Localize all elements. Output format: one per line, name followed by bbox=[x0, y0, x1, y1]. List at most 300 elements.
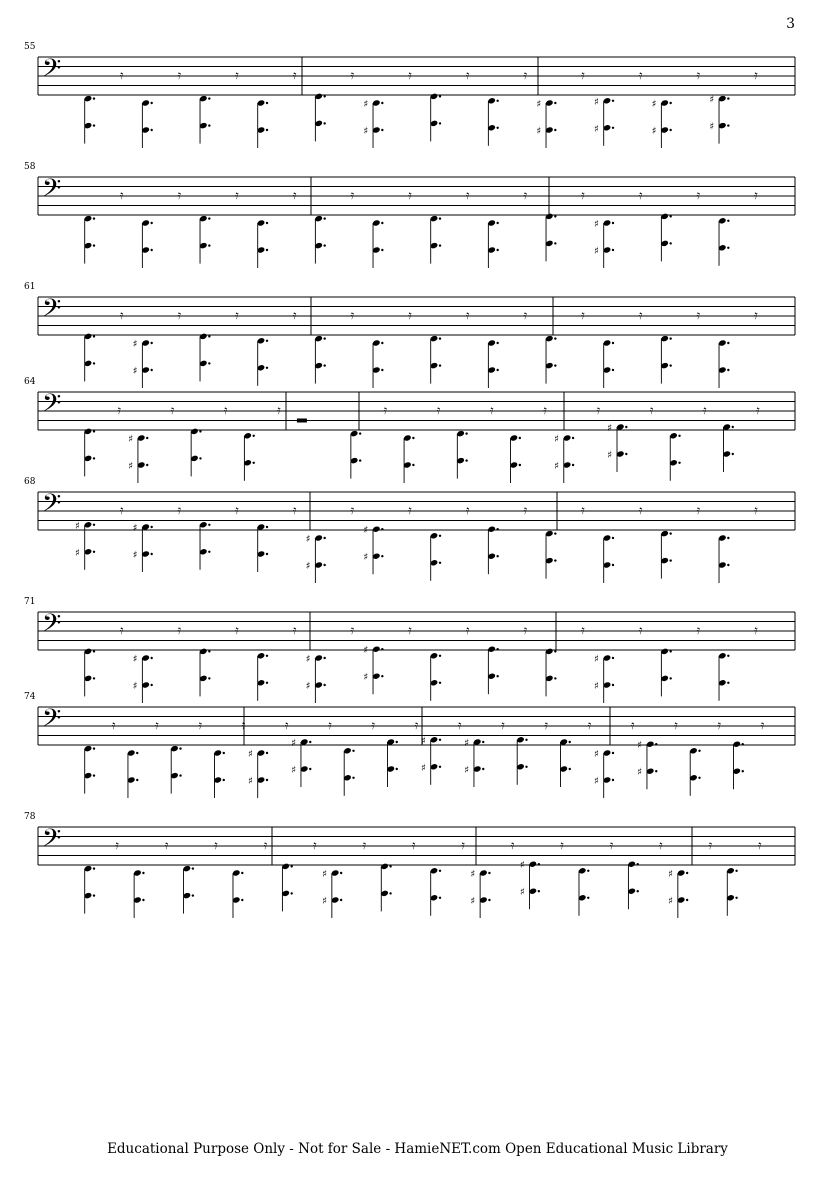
dot bbox=[208, 217, 210, 219]
measure-number: 58 bbox=[24, 162, 36, 172]
dot bbox=[612, 369, 614, 371]
whole-rest bbox=[297, 419, 307, 423]
rest-icon: 𝄿 bbox=[276, 403, 281, 417]
dot bbox=[439, 535, 441, 537]
dot bbox=[266, 553, 268, 555]
rest-icon: 𝄿 bbox=[292, 308, 297, 322]
rest-icon: 𝄿 bbox=[674, 718, 678, 732]
rest-icon: 𝄿 bbox=[292, 68, 297, 82]
rest-icon: 𝄿 bbox=[489, 403, 494, 417]
measure-number: 61 bbox=[24, 282, 36, 292]
dot bbox=[208, 524, 210, 526]
dot bbox=[554, 532, 556, 534]
bass-clef-icon: 𝄢 bbox=[42, 609, 62, 644]
rest-icon: 𝄿 bbox=[754, 68, 758, 82]
dot bbox=[208, 335, 210, 337]
dot bbox=[612, 249, 614, 251]
rest-icon: 𝄿 bbox=[350, 308, 355, 322]
dot bbox=[93, 362, 95, 364]
sharp-icon: ♯ bbox=[132, 681, 138, 692]
dot bbox=[678, 435, 680, 437]
dot bbox=[323, 217, 325, 219]
dot bbox=[93, 747, 95, 749]
dot bbox=[698, 750, 700, 752]
dot bbox=[727, 682, 729, 684]
sharp-icon: ♯ bbox=[75, 547, 80, 559]
sharp-icon: ♯ bbox=[248, 776, 253, 787]
sharp-icon: ♯ bbox=[464, 765, 470, 776]
rest-icon: 𝄿 bbox=[408, 623, 412, 637]
dot bbox=[669, 215, 671, 217]
sharp-icon: ♯ bbox=[75, 520, 80, 532]
rest-icon: 𝄿 bbox=[523, 308, 528, 322]
dot bbox=[150, 222, 152, 224]
measure-number: 74 bbox=[24, 692, 36, 702]
dot bbox=[735, 897, 737, 899]
dot bbox=[389, 865, 391, 867]
dot bbox=[266, 102, 268, 104]
dot bbox=[266, 752, 268, 754]
dot bbox=[208, 650, 210, 652]
sharp-icon: ♯ bbox=[363, 126, 369, 137]
dot bbox=[612, 779, 614, 781]
rest-icon: 𝄿 bbox=[119, 623, 124, 637]
dot bbox=[323, 364, 325, 366]
dot bbox=[266, 655, 268, 657]
dot bbox=[587, 870, 589, 872]
rest-icon: 𝄿 bbox=[581, 188, 585, 202]
rest-icon: 𝄿 bbox=[543, 403, 547, 417]
dot bbox=[389, 892, 391, 894]
rest-icon: 𝄿 bbox=[235, 623, 239, 637]
rest-icon: 𝄿 bbox=[436, 403, 441, 417]
dot bbox=[678, 462, 680, 464]
dot bbox=[381, 555, 383, 557]
dot bbox=[612, 564, 614, 566]
dot bbox=[669, 102, 671, 104]
dot bbox=[291, 892, 293, 894]
rest-icon: 𝄿 bbox=[170, 403, 175, 417]
rest-icon: 𝄿 bbox=[117, 403, 121, 417]
rest-icon: 𝄿 bbox=[312, 838, 317, 852]
rest-icon: 𝄿 bbox=[292, 623, 297, 637]
rest-icon: 𝄿 bbox=[119, 308, 124, 322]
dot bbox=[381, 342, 383, 344]
dot bbox=[381, 369, 383, 371]
dot bbox=[179, 747, 181, 749]
rest-icon: 𝄿 bbox=[581, 503, 585, 517]
dot bbox=[669, 559, 671, 561]
dot bbox=[612, 342, 614, 344]
dot bbox=[732, 453, 734, 455]
dot bbox=[396, 768, 398, 770]
rest-icon: 𝄿 bbox=[754, 308, 758, 322]
dot bbox=[439, 739, 441, 741]
rest-icon: 𝄿 bbox=[501, 718, 505, 732]
dot bbox=[93, 97, 95, 99]
dot bbox=[496, 528, 498, 530]
dot bbox=[727, 537, 729, 539]
dot bbox=[439, 217, 441, 219]
rest-icon: 𝄿 bbox=[696, 623, 701, 637]
dot bbox=[323, 122, 325, 124]
sharp-icon: ♯ bbox=[607, 450, 613, 461]
rest-icon: 𝄿 bbox=[523, 188, 528, 202]
dot bbox=[136, 752, 138, 754]
rest-icon: 𝄿 bbox=[408, 308, 412, 322]
dot bbox=[554, 650, 556, 652]
sharp-icon: ♯ bbox=[421, 735, 426, 747]
rest-icon: 𝄿 bbox=[523, 68, 528, 82]
dot bbox=[496, 100, 498, 102]
dot bbox=[309, 768, 311, 770]
dot bbox=[572, 437, 574, 439]
sharp-icon: ♯ bbox=[594, 219, 599, 230]
dot bbox=[655, 743, 657, 745]
dot bbox=[519, 437, 521, 439]
rest-icon: 𝄿 bbox=[658, 838, 663, 852]
rest-icon: 𝄿 bbox=[371, 718, 375, 732]
sharp-icon: ♯ bbox=[132, 339, 138, 350]
dot bbox=[323, 564, 325, 566]
rest-icon: 𝄿 bbox=[177, 68, 182, 82]
dot bbox=[727, 342, 729, 344]
dot bbox=[359, 459, 361, 461]
dot bbox=[323, 657, 325, 659]
bass-clef-icon: 𝄢 bbox=[42, 389, 62, 424]
dot bbox=[554, 364, 556, 366]
rest-icon: 𝄿 bbox=[649, 403, 654, 417]
dot bbox=[323, 537, 325, 539]
rest-icon: 𝄿 bbox=[115, 838, 119, 852]
rest-icon: 𝄿 bbox=[638, 308, 643, 322]
rest-icon: 𝄿 bbox=[164, 838, 169, 852]
dot bbox=[412, 464, 414, 466]
dot bbox=[669, 337, 671, 339]
sharp-icon: ♯ bbox=[594, 123, 599, 135]
rest-icon: 𝄿 bbox=[177, 623, 182, 637]
dot bbox=[359, 432, 361, 434]
rest-icon: 𝄿 bbox=[155, 718, 159, 732]
sharp-icon: ♯ bbox=[668, 869, 673, 880]
dot bbox=[572, 464, 574, 466]
dot bbox=[266, 222, 268, 224]
dot bbox=[554, 337, 556, 339]
dot bbox=[496, 127, 498, 129]
dot bbox=[735, 870, 737, 872]
sharp-icon: ♯ bbox=[132, 654, 138, 665]
rest-icon: 𝄿 bbox=[510, 838, 515, 852]
dot bbox=[554, 215, 556, 217]
dot bbox=[266, 682, 268, 684]
dot bbox=[698, 777, 700, 779]
dot bbox=[612, 537, 614, 539]
dot bbox=[266, 779, 268, 781]
rest-icon: 𝄿 bbox=[292, 503, 297, 517]
dot bbox=[612, 100, 614, 102]
rest-icon: 𝄿 bbox=[235, 308, 239, 322]
sharp-icon: ♯ bbox=[248, 749, 253, 760]
sharp-icon: ♯ bbox=[132, 366, 138, 377]
dot bbox=[554, 102, 556, 104]
sharp-icon: ♯ bbox=[305, 561, 311, 572]
dot bbox=[150, 553, 152, 555]
dot bbox=[439, 244, 441, 246]
dot bbox=[439, 897, 441, 899]
rest-icon: 𝄿 bbox=[702, 403, 707, 417]
rest-icon: 𝄿 bbox=[465, 308, 470, 322]
rest-icon: 𝄿 bbox=[350, 68, 355, 82]
rest-icon: 𝄿 bbox=[235, 188, 239, 202]
rest-icon: 𝄿 bbox=[350, 188, 355, 202]
dot bbox=[150, 526, 152, 528]
dot bbox=[625, 426, 627, 428]
dot bbox=[146, 437, 148, 439]
dot bbox=[223, 779, 225, 781]
rest-icon: 𝄿 bbox=[408, 188, 412, 202]
dot bbox=[208, 124, 210, 126]
dot bbox=[142, 872, 144, 874]
rest-icon: 𝄿 bbox=[362, 838, 367, 852]
rest-icon: 𝄿 bbox=[581, 623, 585, 637]
dot bbox=[669, 242, 671, 244]
sharp-icon: ♯ bbox=[594, 654, 599, 665]
dot bbox=[669, 532, 671, 534]
sharp-icon: ♯ bbox=[470, 896, 476, 907]
dot bbox=[381, 222, 383, 224]
sharp-icon: ♯ bbox=[651, 99, 657, 110]
dot bbox=[93, 217, 95, 219]
dot bbox=[340, 899, 342, 901]
dot bbox=[496, 369, 498, 371]
sharp-icon: ♯ bbox=[709, 94, 715, 106]
dot bbox=[396, 741, 398, 743]
dot bbox=[496, 249, 498, 251]
dot bbox=[266, 129, 268, 131]
sharp-icon: ♯ bbox=[709, 121, 715, 133]
rest-icon: 𝄿 bbox=[596, 403, 601, 417]
sharp-icon: ♯ bbox=[607, 423, 613, 434]
dot bbox=[612, 222, 614, 224]
dot bbox=[93, 894, 95, 896]
rest-icon: 𝄿 bbox=[696, 68, 701, 82]
dot bbox=[208, 362, 210, 364]
dot bbox=[496, 648, 498, 650]
rest-icon: 𝄿 bbox=[638, 623, 643, 637]
sharp-icon: ♯ bbox=[554, 461, 559, 472]
sharp-icon: ♯ bbox=[554, 434, 559, 445]
dot bbox=[496, 555, 498, 557]
rest-icon: 𝄿 bbox=[111, 718, 116, 732]
dot bbox=[439, 682, 441, 684]
dot bbox=[352, 750, 354, 752]
dot bbox=[686, 899, 688, 901]
rest-icon: 𝄿 bbox=[581, 308, 585, 322]
dot bbox=[612, 127, 614, 129]
rest-icon: 𝄿 bbox=[638, 503, 643, 517]
dot bbox=[142, 899, 144, 901]
dot bbox=[208, 677, 210, 679]
sharp-icon: ♯ bbox=[536, 99, 542, 110]
dot bbox=[727, 220, 729, 222]
rest-icon: 𝄿 bbox=[235, 68, 239, 82]
footer-text: Educational Purpose Only - Not for Sale - HamieNET.com Open Educational Music Library bbox=[107, 1141, 728, 1157]
dot bbox=[625, 453, 627, 455]
dot bbox=[669, 650, 671, 652]
dot bbox=[587, 897, 589, 899]
dot bbox=[742, 770, 744, 772]
dot bbox=[208, 244, 210, 246]
rest-icon: 𝄿 bbox=[263, 838, 268, 852]
rest-icon: 𝄿 bbox=[696, 308, 701, 322]
rest-icon: 𝄿 bbox=[717, 718, 721, 732]
dot bbox=[439, 655, 441, 657]
dot bbox=[93, 457, 95, 459]
dot bbox=[323, 244, 325, 246]
sharp-icon: ♯ bbox=[363, 552, 369, 564]
dot bbox=[208, 551, 210, 553]
dot bbox=[439, 337, 441, 339]
dot bbox=[439, 562, 441, 564]
rest-icon: 𝄿 bbox=[408, 503, 412, 517]
rest-icon: 𝄿 bbox=[461, 838, 465, 852]
rest-icon: 𝄿 bbox=[465, 623, 470, 637]
bass-clef-icon: 𝄢 bbox=[42, 294, 62, 329]
dot bbox=[150, 342, 152, 344]
sharp-icon: ♯ bbox=[305, 534, 311, 545]
dot bbox=[637, 890, 639, 892]
rest-icon: 𝄿 bbox=[465, 188, 470, 202]
dot bbox=[241, 899, 243, 901]
dot bbox=[199, 457, 201, 459]
rest-icon: 𝄿 bbox=[284, 718, 289, 732]
dot bbox=[439, 95, 441, 97]
dot bbox=[381, 648, 383, 650]
bass-clef-icon: 𝄢 bbox=[42, 704, 62, 739]
sharp-icon: ♯ bbox=[519, 860, 525, 872]
dot bbox=[439, 122, 441, 124]
sharp-icon: ♯ bbox=[651, 126, 657, 137]
dot bbox=[496, 222, 498, 224]
sharp-icon: ♯ bbox=[322, 896, 327, 907]
rest-icon: 𝄿 bbox=[754, 503, 758, 517]
dot bbox=[525, 766, 527, 768]
dot bbox=[465, 459, 467, 461]
dot bbox=[266, 249, 268, 251]
measure-number: 71 bbox=[24, 597, 36, 607]
dot bbox=[150, 129, 152, 131]
dot bbox=[381, 102, 383, 104]
dot bbox=[266, 340, 268, 342]
rest-icon: 𝄿 bbox=[696, 503, 701, 517]
dot bbox=[525, 739, 527, 741]
rest-icon: 𝄿 bbox=[383, 403, 388, 417]
dot bbox=[93, 774, 95, 776]
rest-icon: 𝄿 bbox=[754, 188, 758, 202]
sharp-icon: ♯ bbox=[637, 740, 643, 752]
rest-icon: 𝄿 bbox=[119, 68, 124, 82]
rest-icon: 𝄿 bbox=[292, 188, 297, 202]
dot bbox=[669, 677, 671, 679]
rest-icon: 𝄿 bbox=[581, 68, 585, 82]
dot bbox=[439, 364, 441, 366]
dot bbox=[266, 367, 268, 369]
sharp-icon: ♯ bbox=[536, 126, 542, 137]
rest-icon: 𝄿 bbox=[177, 308, 182, 322]
dot bbox=[150, 369, 152, 371]
dot bbox=[496, 342, 498, 344]
rest-icon: 𝄿 bbox=[408, 68, 412, 82]
sharp-icon: ♯ bbox=[128, 434, 134, 445]
rest-icon: 𝄿 bbox=[757, 838, 762, 852]
sharp-icon: ♯ bbox=[305, 681, 311, 692]
sharp-icon: ♯ bbox=[291, 765, 297, 776]
measure-number: 64 bbox=[24, 377, 36, 387]
dot bbox=[686, 872, 688, 874]
dot bbox=[538, 863, 540, 865]
dot bbox=[381, 528, 383, 530]
rest-icon: 𝄿 bbox=[760, 718, 765, 732]
rest-icon: 𝄿 bbox=[638, 68, 643, 82]
dot bbox=[612, 684, 614, 686]
dot bbox=[554, 677, 556, 679]
dot bbox=[381, 675, 383, 677]
dot bbox=[340, 872, 342, 874]
rest-icon: 𝄿 bbox=[241, 718, 246, 732]
dot bbox=[439, 870, 441, 872]
dot bbox=[727, 124, 729, 126]
sharp-icon: ♯ bbox=[519, 887, 525, 899]
dot bbox=[637, 863, 639, 865]
dot bbox=[150, 249, 152, 251]
sharp-icon: ♯ bbox=[594, 776, 599, 787]
rest-icon: 𝄿 bbox=[696, 188, 701, 202]
rest-icon: 𝄿 bbox=[411, 838, 416, 852]
dot bbox=[519, 464, 521, 466]
dot bbox=[192, 894, 194, 896]
dot bbox=[146, 464, 148, 466]
dot bbox=[323, 684, 325, 686]
bass-clef-icon: 𝄢 bbox=[42, 489, 62, 524]
dot bbox=[554, 129, 556, 131]
dot bbox=[93, 335, 95, 337]
rest-icon: 𝄿 bbox=[119, 503, 124, 517]
rest-icon: 𝄿 bbox=[177, 188, 182, 202]
dot bbox=[150, 657, 152, 659]
measure-number: 78 bbox=[24, 812, 36, 822]
rest-icon: 𝄿 bbox=[328, 718, 332, 732]
page-number: 3 bbox=[786, 16, 795, 32]
dot bbox=[569, 741, 571, 743]
rest-icon: 𝄿 bbox=[560, 838, 564, 852]
dot bbox=[93, 650, 95, 652]
dot bbox=[179, 774, 181, 776]
sharp-icon: ♯ bbox=[421, 762, 426, 774]
dot bbox=[241, 872, 243, 874]
rest-icon: 𝄿 bbox=[414, 718, 419, 732]
dot bbox=[266, 526, 268, 528]
rest-icon: 𝄿 bbox=[177, 503, 182, 517]
sharp-icon: ♯ bbox=[594, 681, 599, 692]
rest-icon: 𝄿 bbox=[223, 403, 228, 417]
dot bbox=[669, 364, 671, 366]
rest-icon: 𝄿 bbox=[523, 503, 528, 517]
dot bbox=[199, 430, 201, 432]
dot bbox=[252, 462, 254, 464]
rest-icon: 𝄿 bbox=[465, 68, 470, 82]
dot bbox=[465, 432, 467, 434]
dot bbox=[538, 890, 540, 892]
